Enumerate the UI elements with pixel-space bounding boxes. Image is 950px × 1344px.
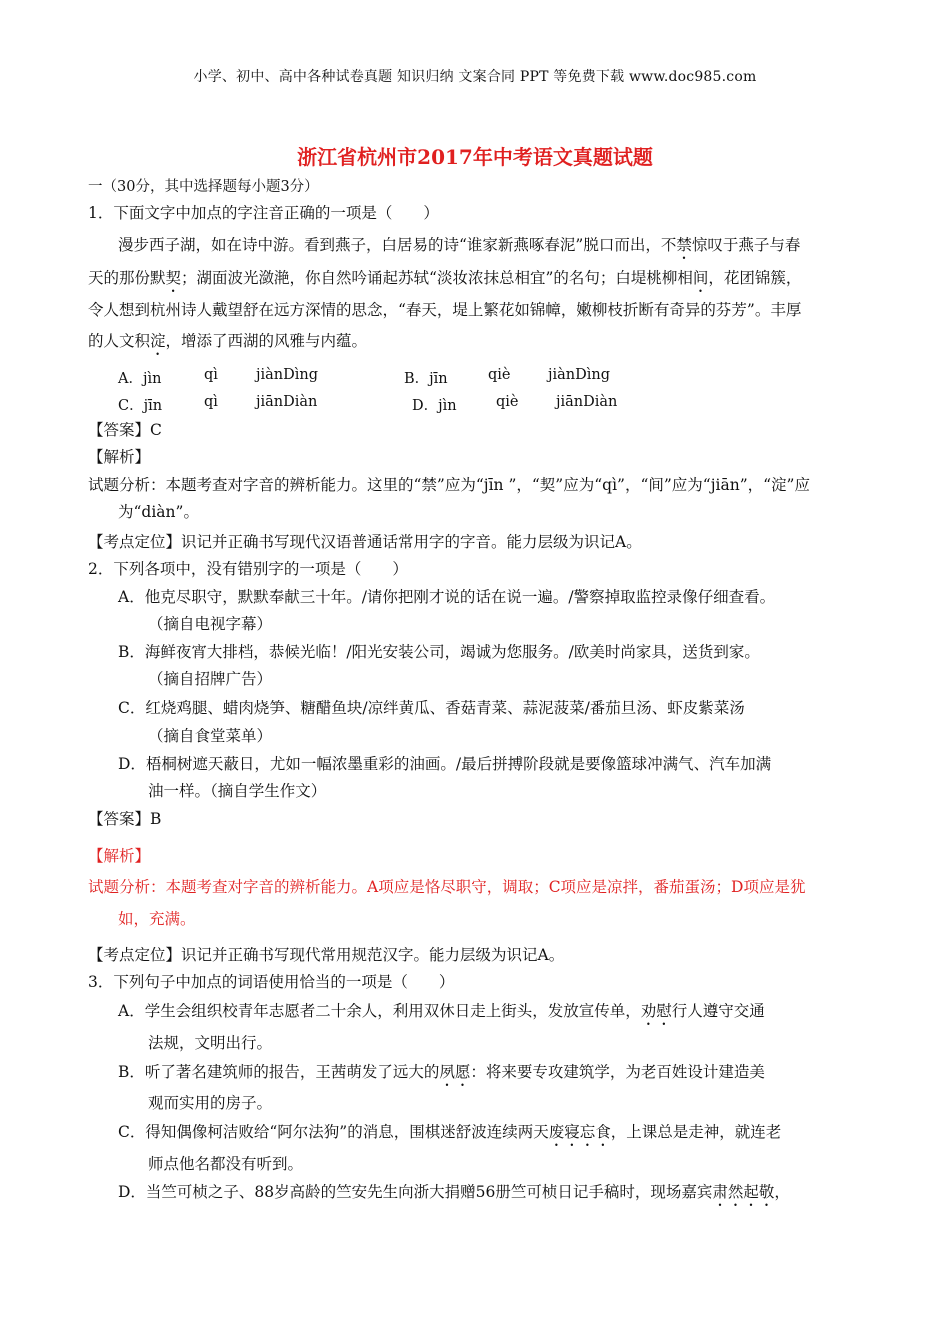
q3-stem: 3．下列句子中加点的词语使用恰当的一项是（ ）	[88, 973, 455, 991]
q2-option-b-source: （摘自招牌广告）	[148, 670, 273, 688]
dotted-word: 废寝忘食	[548, 1123, 611, 1141]
page-header: 小学、初中、高中各种试卷真题 知识归纳 文案合同 PPT 等免费下载 www.doc985.com	[193, 69, 757, 85]
q3-option-c: C．得知偶像柯洁败给“阿尔法狗”的消息，围棋迷舒波连续两天废寝忘食，上课总是走神，就连老	[118, 1123, 782, 1141]
q1-passage-line-3: 令人想到杭州诗人戴望舒在远方深情的思念，“春天，堤上繁花如锦幛，嫩柳枝折断有奇异的芬芳”。丰厚	[88, 301, 802, 319]
q2-option-b: B．海鲜夜宵大排档，恭候光临！/阳光安装公司，竭诚为您服务。/欧美时尚家具，送货到家。	[118, 643, 760, 661]
q1-stem: 1．下面文字中加点的字注音正确的一项是（ ）	[88, 204, 439, 222]
q2-option-a: A．他克尽职守，默默奉献三十年。/请你把刚才说的话在说一遍。/警察掉取监控录像仔细查看。	[118, 588, 776, 606]
q1-analysis-line-1: 试题分析：本题考查对字音的辨析能力。这里的“禁”应为“jīn ”，“契”应为“qì”，“间”应为“jiān”，“淀”应	[88, 476, 810, 494]
q1-passage-line-2: 天的那份默契；湖面波光潋滟，你自然吟诵起苏轼“淡妆浓抹总相宜”的名句；白堤桃柳相间，花团锦簇，	[88, 269, 802, 287]
q1-analysis-line-2: 为“diàn”。	[118, 503, 199, 521]
page-title: 浙江省杭州市2017年中考语文真题试题	[297, 145, 653, 169]
dotted-char: 淀	[150, 332, 166, 350]
q2-option-c-source: （摘自食堂菜单）	[148, 727, 273, 745]
q2-option-c: C．红烧鸡腿、蜡肉烧笋、糖醋鱼块/凉绊黄瓜、香菇青菜、蒜泥菠菜/番茄旦汤、虾皮紫菜汤	[118, 699, 745, 717]
q3-option-b: B．听了著名建筑师的报告，王茜萌发了远大的夙愿：将来要专攻建筑学，为老百姓设计建造美	[118, 1063, 765, 1081]
q3-option-c-cont: 师点他名都没有听到。	[148, 1155, 304, 1173]
document-page: 小学、初中、高中各种试卷真题 知识归纳 文案合同 PPT 等免费下载 www.doc985.com 浙江省杭州市2017年中考语文真题试题 一（30分，其中选择题每小题3分） 1．下面文字中加点的字注音正确的一项是（ ） 漫步西子湖，如在诗中游。看到燕子，白居易的诗“谁家新燕啄春泥”脱口而出，不禁惊叹于燕子与春 天的那份默契；湖面波光潋滟，你自然吟诵起苏轼“淡妆浓抹总相宜”的名句；白堤桃柳相间，花团锦簇， 令人想到杭州诗人戴望舒在远方深情的思念，“春天，堤上繁花如锦幛，嫩柳枝折断有奇异的芬芳”。丰厚 的人文积淀，增添了西湖的风雅与内蕴。 A．jìn qì jiànDìng B．jīn qiè jiànDìng C．jīn qì jiānDiàn D．jìn qiè jiānDiàn 【答案】C 【解析】 试题分析：本题考查对字音的辨析能力。这里的“禁”应为“jīn ”，“契”应为“qì”，“间”应为“jiān”，“淀”应 为“diàn”。 【考点定位】识记并正确书写现代汉语普通话常用字的字音。能力层级为识记A。 2．下列各项中，没有错别字的一项是（ ） A．他克尽职守，默默奉献三十年。/请你把刚才说的话在说一遍。/警察掉取监控录像仔细查看。 （摘自电视字幕） B．海鲜夜宵大排档，恭候光临！/阳光安装公司，竭诚为您服务。/欧美时尚家具，送货到家。 （摘自招牌广告） C．红烧鸡腿、蜡肉烧笋、糖醋鱼块/凉绊黄瓜、香菇青菜、蒜泥菠菜/番茄旦汤、虾皮紫菜汤 （摘自食堂菜单） D．梧桐树遮天蔽日，尤如一幅浓墨重彩的油画。/最后拼搏阶段就是要像篮球冲满气、汽车加满 油一样。（摘自学生作文） 【答案】B 【解析】 试题分析：本题考查对字音的辨析能力。A项应是恪尽职守，调取；C项应是凉拌，番茄蛋汤；D项应是犹 如，充满。 【考点定位】识记并正确书写现代常用规范汉字。能力层级为识记A。 3．下列句子中加点的词语使用恰当的一项是（ ） A．学生会组织校青年志愿者二十余人，利用双休日走上街头，发放宣传单，劝慰行人遵守交通 法规，文明出行。 B．听了著名建筑师的报告，王茜萌发了远大的夙愿：将来要专攻建筑学，为老百姓设计建造美 观而实用的房子。 C．得知偶像柯洁败给“阿尔法狗”的消息，围棋迷舒波连续两天废寝忘食，上课总是走神，就连老 师点他名都没有听到。 D．当竺可桢之子、88岁高龄的竺安先生向浙大捐赠56册竺可桢日记手稿时，现场嘉宾肃然起敬，	[0, 0, 950, 1344]
dotted-word: 劝慰	[640, 1002, 672, 1020]
q2-answer: 【答案】B	[88, 810, 162, 828]
dotted-char: 间	[692, 269, 709, 287]
section-heading: 一（30分，其中选择题每小题3分）	[88, 179, 319, 195]
q1-analysis-label: 【解析】	[88, 448, 151, 466]
q3-option-b-cont: 观而实用的房子。	[148, 1094, 273, 1112]
q2-analysis-label: 【解析】	[88, 847, 151, 865]
q1-passage-line-1: 漫步西子湖，如在诗中游。看到燕子，白居易的诗“谁家新燕啄春泥”脱口而出，不禁惊叹于燕子与春	[118, 236, 801, 254]
q3-option-a-cont: 法规，文明出行。	[148, 1034, 273, 1052]
dotted-char: 契	[165, 269, 182, 287]
q2-option-d-source: 油一样。（摘自学生作文）	[148, 782, 327, 800]
q3-option-a: A．学生会组织校青年志愿者二十余人，利用双休日走上街头，发放宣传单，劝慰行人遵守交通	[118, 1002, 765, 1020]
dotted-char: 禁	[676, 236, 692, 254]
q2-option-d: D．梧桐树遮天蔽日，尤如一幅浓墨重彩的油画。/最后拼搏阶段就是要像篮球冲满气、汽车加满	[118, 755, 772, 773]
dotted-word: 夙愿	[439, 1063, 471, 1081]
dotted-word: 肃然起敬	[712, 1183, 775, 1201]
q3-option-d: D．当竺可桢之子、88岁高龄的竺安先生向浙大捐赠56册竺可桢日记手稿时，现场嘉宾肃然起敬，	[118, 1183, 790, 1201]
q2-analysis-line-1: 试题分析：本题考查对字音的辨析能力。A项应是恪尽职守，调取；C项应是凉拌，番茄蛋汤；D项应是犹	[88, 878, 806, 896]
q1-kaodian: 【考点定位】识记并正确书写现代汉语普通话常用字的字音。能力层级为识记A。	[88, 533, 642, 551]
q2-kaodian: 【考点定位】识记并正确书写现代常用规范汉字。能力层级为识记A。	[88, 946, 565, 964]
q1-passage-line-4: 的人文积淀，增添了西湖的风雅与内蕴。	[88, 332, 368, 350]
q1-answer: 【答案】C	[88, 421, 162, 439]
q2-stem: 2．下列各项中，没有错别字的一项是（ ）	[88, 560, 408, 578]
q2-analysis-line-2: 如，充满。	[118, 910, 196, 928]
q2-option-a-source: （摘自电视字幕）	[148, 615, 273, 633]
